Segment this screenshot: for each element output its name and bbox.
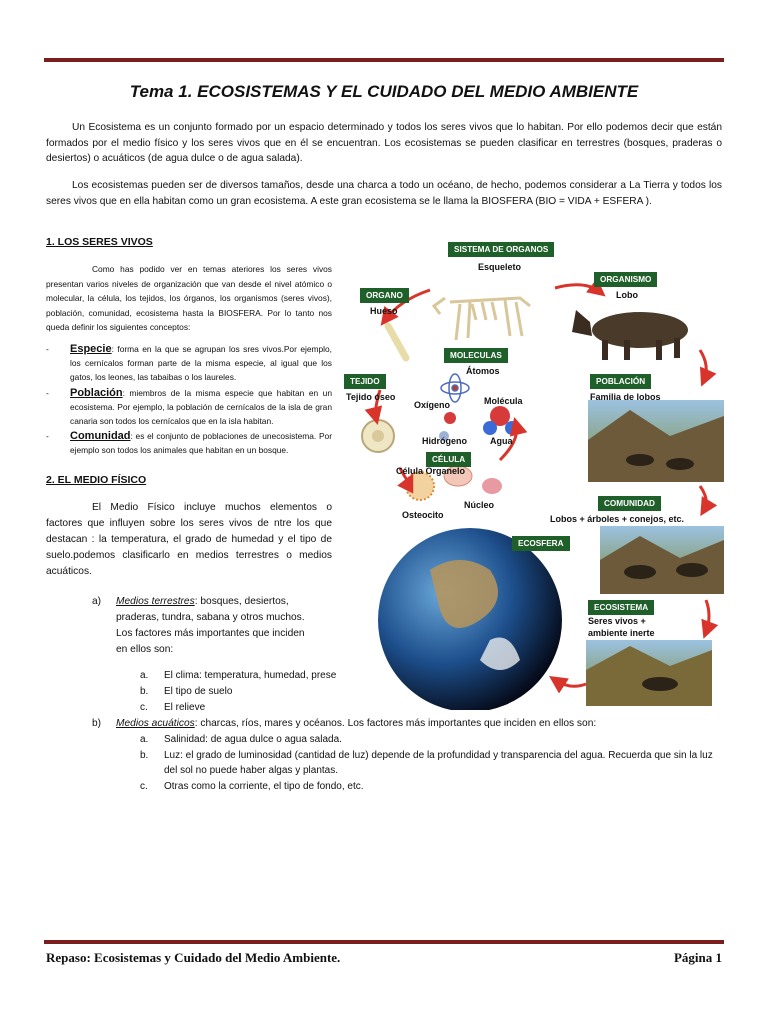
tag-organo: ORGANO — [360, 288, 409, 303]
caption-agua: Agua — [490, 436, 513, 446]
tag-comunidad: COMUNIDAD — [598, 496, 661, 511]
bone-icon — [388, 326, 406, 358]
population-scene-icon — [588, 400, 724, 482]
page-number: Página 1 — [673, 950, 722, 965]
medios-terrestres-item: a) Medios terrestres: bosques, desiertos, praderas, tundra, sabana y otros muchos. Los factores más importantes que inciden en ellos son: — [92, 596, 305, 655]
caption-hueso: Hueso — [370, 306, 398, 316]
terrestre-factor: b. El tipo de suelo — [140, 686, 233, 697]
atom-icon — [441, 374, 469, 402]
caption-osteocito: Osteocito — [402, 510, 444, 520]
tag-tejido: TEJIDO — [344, 374, 386, 389]
caption-oxigeno: Oxígeno — [414, 400, 451, 410]
seres-vivos-intro: Como has podido ver en temas ateriores los seres vivos presentan varios niveles de organización que van desde el nivel atómico o molecular, la célula, los tejidos, los órganos, los organismos (seres vivos), población, comunidad, ecosistema hasta la BIOSFERA. Por lo tanto nos queda definir los siguientes conceptos: — [46, 264, 332, 332]
intro-paragraph-1: Un Ecosistema es un conjunto formado por un espacio determinado y todos los seres vivos que lo habitan. Por ello podemos decir que están formados por el medio físico y los seres vivos que en él se encuentran. Los ecosistemas se pueden clasificar en terrestres (bosques, praderas o desiertos) o acuáticos (de agua dulce o de agua salada). — [46, 122, 722, 164]
footer-rule — [44, 940, 724, 944]
tag-poblacion: POBLACIÓN — [590, 374, 651, 389]
tag-ecosistema: ECOSISTEMA — [588, 600, 654, 615]
wolf-icon — [572, 310, 688, 360]
caption-familia-lobos: Familia de lobos — [590, 392, 661, 402]
footer-title: Repaso: Ecosistemas y Cuidado del Medio Ambiente. — [46, 950, 341, 965]
definition-comunidad: - Comunidad: es el conjunto de poblaciones de unecosistema. Por ejemplo son todos los animales que habitan en un bosque. — [46, 430, 332, 456]
acuatico-factors — [140, 732, 722, 794]
caption-molecula: Molécula — [484, 396, 523, 406]
terrestre-factor: c. El relieve — [140, 702, 206, 713]
acuatico-factor: a. Salinidad: de agua dulce o agua salada. — [140, 734, 342, 745]
caption-lobos-arboles: Lobos + árboles + conejos, etc. — [550, 514, 685, 524]
caption-tejido-oseo: Tejido óseo — [346, 392, 396, 402]
medios-acuaticos-item: b) Medios acuáticos: charcas, ríos, mares y océanos. Los factores más importantes que inciden en ellos son: — [92, 718, 597, 729]
caption-seres-vivos: Seres vivos + — [588, 616, 646, 626]
tag-ecosfera: ECOSFERA — [512, 536, 570, 551]
section-heading-seres-vivos: 1. LOS SERES VIVOS — [46, 236, 153, 248]
tag-celula: CÉLULA — [426, 452, 471, 467]
caption-lobo: Lobo — [616, 290, 638, 300]
osteocyte-icon — [406, 472, 434, 500]
tag-organismo: ORGANISMO — [594, 272, 657, 287]
acuatico-factor: c. Otras como la corriente, el tipo de fondo, etc. — [140, 780, 364, 792]
caption-hidrogeno: Hidrógeno — [422, 436, 467, 446]
ecosystem-scene-icon — [586, 640, 712, 706]
terrestre-factor: a. El clima: temperatura, humedad, prese — [140, 670, 337, 681]
acuatico-factor: b. Luz: el grado de luminosidad (cantidad de luz) depende de la profundidad y transparencia del agua. Recuerda que sin la luz del sol no puede haber algas y plantas. — [140, 749, 713, 776]
definition-especie: - Especie: forma en la que se agrupan los sres vivos.Por ejemplo, los cernícalos forman parte de la misma especie, al igual que los gatos, los leones, las tabaibas o los laureles. — [46, 343, 332, 383]
caption-esqueleto: Esqueleto — [478, 262, 522, 272]
skeleton-icon — [434, 298, 530, 340]
page-title: Tema 1. ECOSISTEMAS Y EL CUIDADO DEL MEDIO AMBIENTE — [129, 82, 639, 101]
caption-atomos: Átomos — [466, 366, 500, 376]
caption-ambiente-inerte: ambiente inerte — [588, 628, 655, 638]
section-heading-medio-fisico: 2. EL MEDIO FÍSICO — [46, 474, 147, 486]
definitions-list — [46, 342, 332, 459]
header-rule — [44, 58, 724, 62]
intro-paragraph-2: Los ecosistemas pueden ser de diversos tamaños, desde una charca a todo un océano, de hecho, podemos considerar a La Tierra y todos los seres vivos que en ella habitan como un gran ecosistema. A este gran ecosistema se le llama la BIOSFERA (BIO = VIDA + ESFERA ). — [46, 180, 722, 207]
definition-poblacion: - Población: miembros de la misma especie que habitan en un ecosistema. Por ejemplo, la población de cernícalos de la isla de gran canaria son todos los cernícalos que en la isla habitan. — [46, 386, 332, 427]
earth-icon — [378, 528, 562, 710]
community-scene-icon — [600, 526, 724, 594]
bone-tissue-icon — [362, 420, 394, 452]
tag-sistema-organos: SISTEMA DE ORGANOS — [448, 242, 554, 257]
caption-celula-organelo: Célula Organelo — [396, 466, 466, 476]
caption-nucleo: Núcleo — [464, 500, 495, 510]
medio-fisico-intro: El Medio Físico incluye muchos elementos o factores que influyen sobre los seres vivos de ntre los que destacan : la temperatura, el grado de humedad y el tipo de suelo.podemos clasificarlo en medios terrestres o medios acuáticos. — [46, 502, 332, 577]
tag-moleculas: MOLECULAS — [444, 348, 508, 363]
organization-levels-diagram — [340, 240, 730, 710]
